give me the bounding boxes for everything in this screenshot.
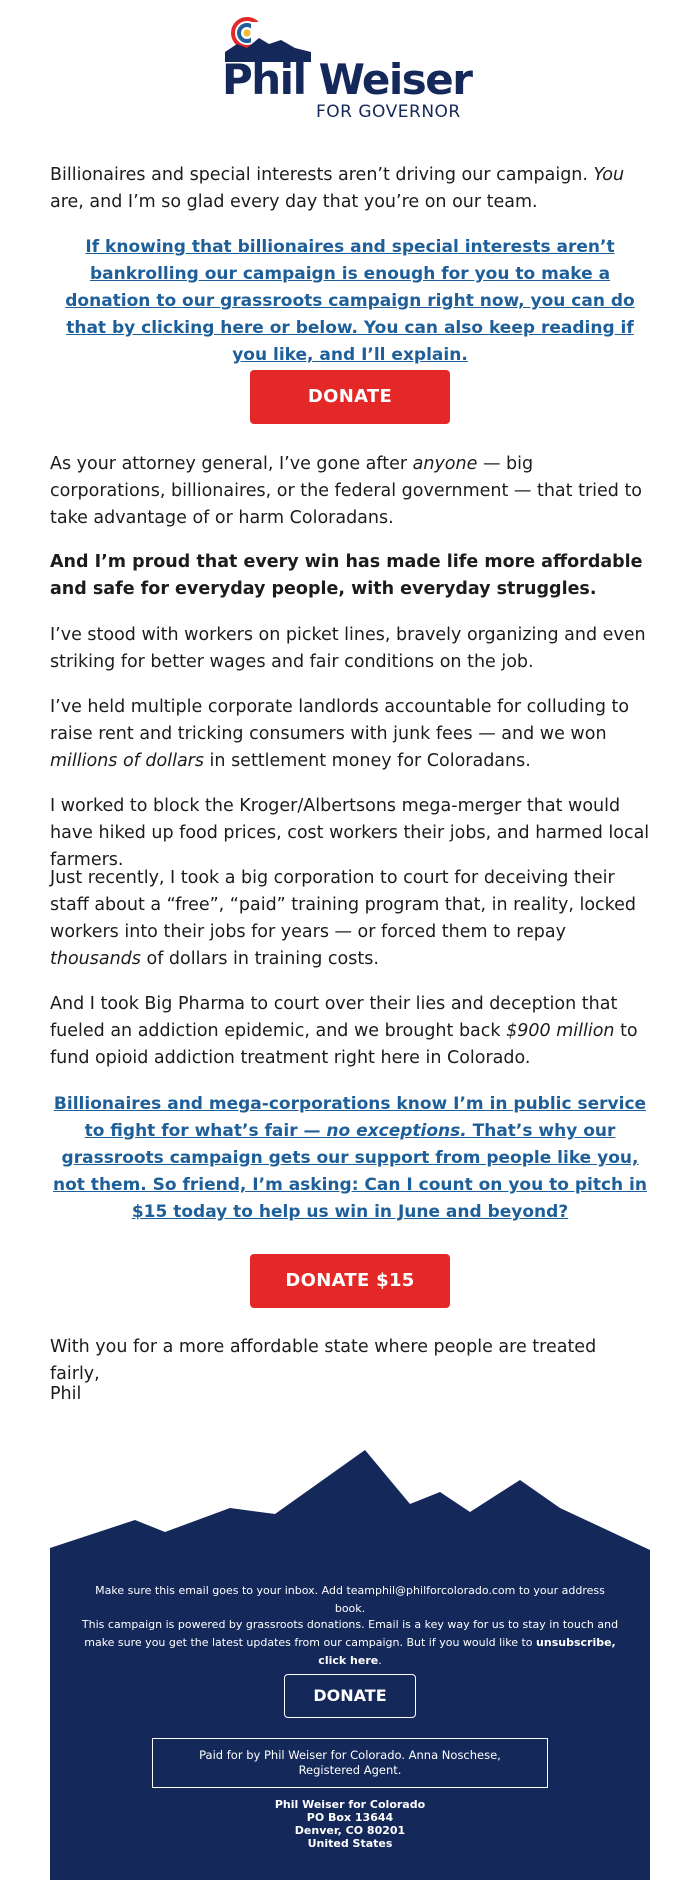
proud-text: And I’m proud that every win has made life more affordable and safe for everyday people, with everyday struggles.	[50, 552, 643, 599]
inbox-note: Make sure this email goes to your inbox. Add teamphil@philforcolorado.com to your address book.	[95, 1584, 605, 1615]
address-line: Phil Weiser for Colorado	[274, 1798, 426, 1811]
paragraph-proud	[50, 549, 650, 603]
donate-15-button[interactable]: DONATE $15	[250, 1254, 450, 1308]
pharma-text-1: And I took Big Pharma to court over their lies and deception that fueled an addiction epidemic, and we brought back	[50, 994, 618, 1041]
unsubscribe-link[interactable]: unsubscribe, click here	[318, 1636, 616, 1667]
paragraph-workers	[50, 622, 650, 676]
mountain-silhouette-icon	[0, 1448, 700, 1568]
powered-note	[80, 1616, 620, 1670]
kroger-text: I worked to block the Kroger/Albertsons mega-merger that would have hiked up food prices, cost workers their jobs, and harmed local farmers.	[50, 796, 650, 870]
powered-text-2: .	[378, 1654, 382, 1667]
pharma-text-2: to fund opioid addiction treatment right here in Colorado.	[50, 1021, 638, 1068]
footer	[50, 1560, 650, 1880]
cta2-text-2[interactable]: That’s why our grassroots campaign gets our support from people like you, not them. So friend, I’m asking: Can I count on you to pitch in $15 today to help us win in June and beyond?	[52, 1121, 647, 1222]
donate-button[interactable]: DONATE	[250, 370, 450, 424]
intro-text-2: are, and I’m so glad every day that you’re on our team.	[50, 192, 538, 212]
candidate-name: Phil Weiser	[222, 55, 472, 104]
intro-text-1: Billionaires and special interests aren’t driving our campaign.	[50, 165, 594, 185]
paragraph-landlords	[50, 694, 650, 775]
address-line: United States	[307, 1837, 393, 1850]
paragraph-attorney-general	[50, 451, 650, 532]
paragraph-training	[50, 865, 650, 973]
training-text-1: Just recently, I took a big corporation to court for deceiving their staff about a “free”, “paid” training program that, in reality, locked workers into their jobs for years — or forced them to repay	[50, 868, 637, 942]
ag-text-1: As your attorney general, I’ve gone after	[50, 454, 413, 474]
landlords-text-2: in settlement money for Coloradans.	[203, 751, 531, 771]
footer-donate-button[interactable]: DONATE	[284, 1674, 416, 1718]
intro-paragraph	[50, 162, 650, 216]
closing-line	[50, 1334, 650, 1388]
closing-text: With you for a more affordable state where people are treated fairly,	[50, 1337, 597, 1384]
training-text-2: of dollars in training costs.	[140, 949, 379, 969]
signature-text: Phil	[50, 1384, 82, 1404]
address-line: Denver, CO 80201	[294, 1824, 406, 1837]
mailing-address	[50, 1798, 650, 1850]
paid-for-text: Paid for by Phil Weiser for Colorado. Anna Noschese, Registered Agent.	[199, 1748, 501, 1777]
workers-text: I’ve stood with workers on picket lines, bravely organizing and even striking for better wages and fair conditions on the job.	[50, 625, 646, 672]
candidate-office: FOR GOVERNOR	[316, 102, 461, 122]
training-emphasis: thousands	[50, 949, 141, 969]
donate-link-2[interactable]	[50, 1091, 650, 1226]
landlords-text-1: I’ve held multiple corporate landlords accountable for colluding to raise rent and tricking consumers with junk fees — and we won	[50, 697, 630, 744]
paragraph-kroger	[50, 793, 650, 874]
intro-emphasis: You	[593, 165, 625, 185]
landlords-emphasis: millions of dollars	[50, 751, 204, 771]
paragraph-pharma	[50, 991, 650, 1072]
campaign-logo	[0, 16, 700, 126]
paid-for-box	[152, 1738, 548, 1788]
cta2-emphasis[interactable]: no exceptions.	[326, 1121, 467, 1141]
donate-link-1[interactable]: If knowing that billionaires and special interests aren’t bankrolling our campaign is enough for you to make a donation to our grassroots campaign right now, you can do that by clicking here or below. You can also keep reading if you like, and I’ll explain.	[65, 237, 635, 365]
ag-emphasis: anyone	[412, 454, 478, 474]
address-line: PO Box 13644	[306, 1811, 394, 1824]
ag-text-2: — big corporations, billionaires, or the federal government — that tried to take advantage of or harm Coloradans.	[50, 454, 643, 528]
powered-text-1: This campaign is powered by grassroots donations. Email is a key way for us to stay in touch and make sure you get the latest updates from our campaign. But if you would like to	[81, 1618, 619, 1649]
cta2-text-1[interactable]: Billionaires and mega-corporations know I’m in public service to fight for what’s fair —	[53, 1094, 647, 1141]
pharma-emphasis: $900 million	[506, 1021, 615, 1041]
signature	[50, 1381, 650, 1408]
